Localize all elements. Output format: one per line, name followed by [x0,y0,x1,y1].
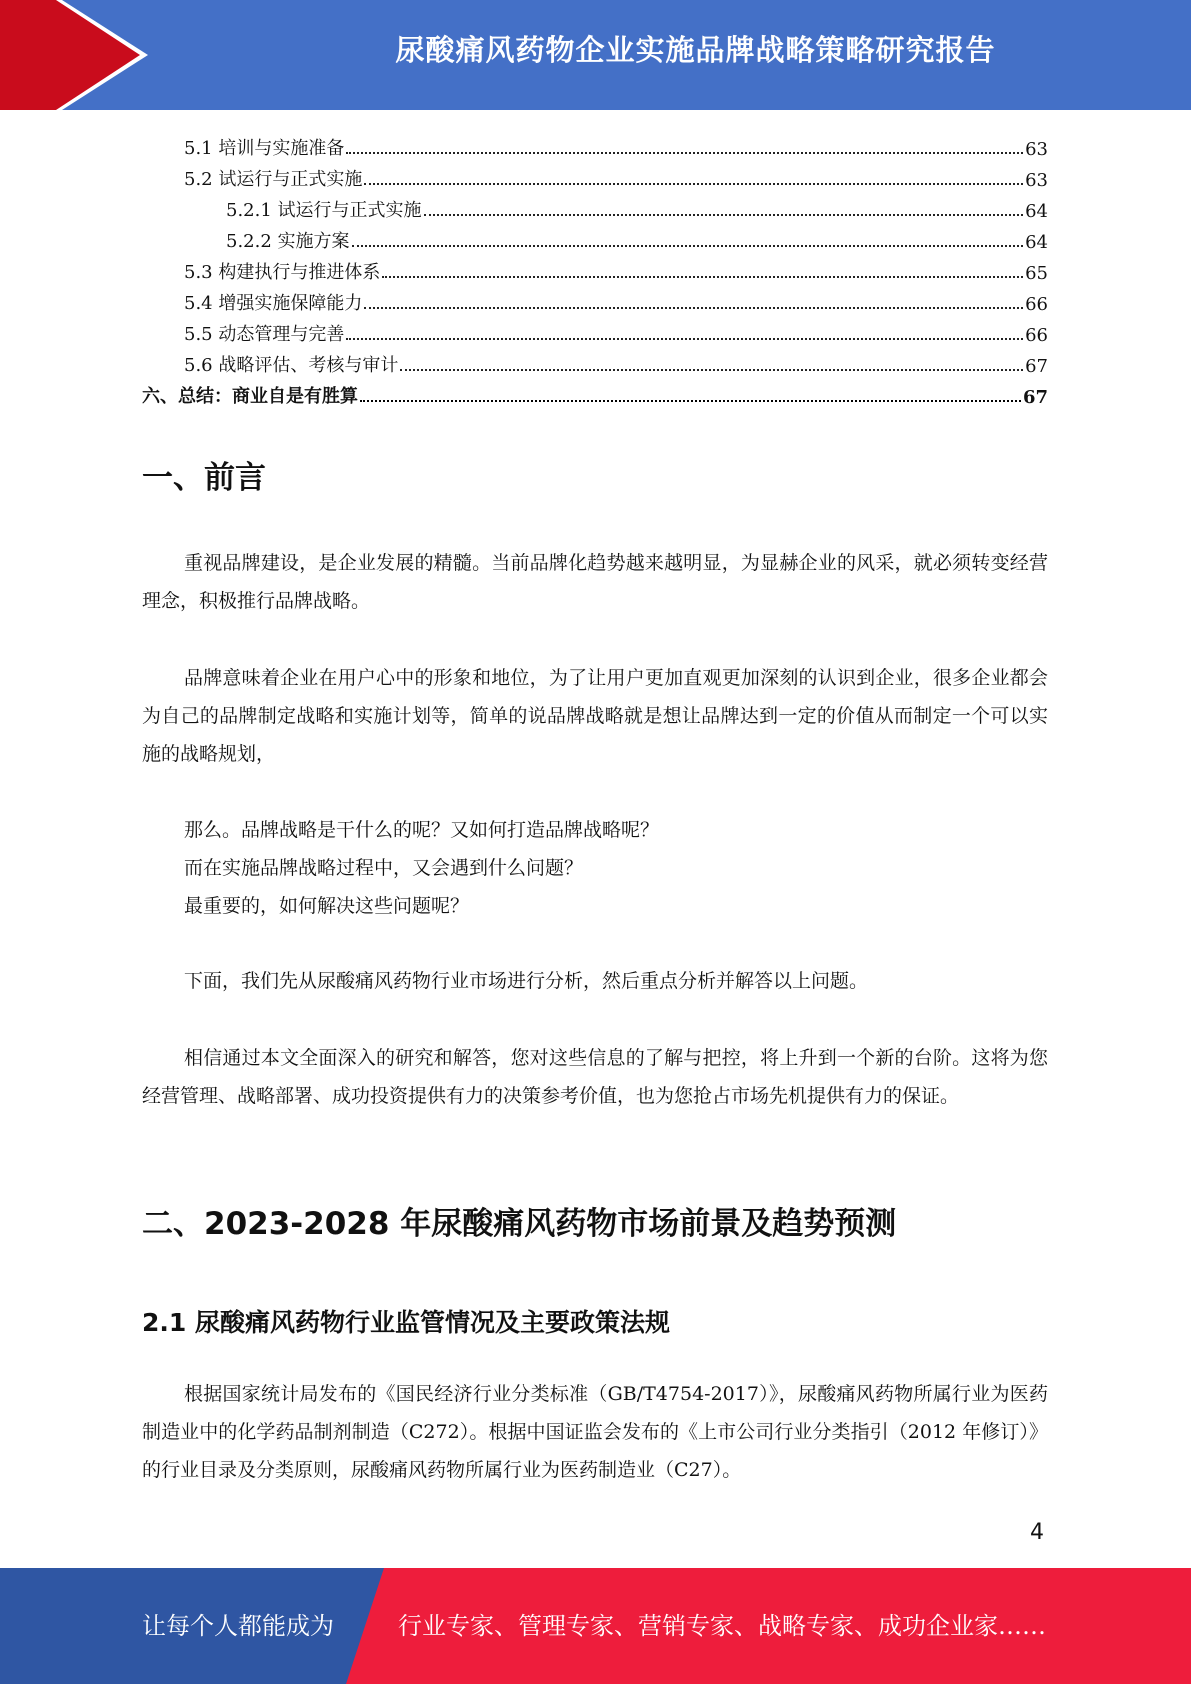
toc-entry-page: 63 [1025,139,1048,160]
toc-entry-label: 5.4 增强实施保障能力 [184,293,363,314]
toc-leader [352,245,1024,247]
toc-entry-label: 5.2.2 实施方案 [226,231,350,252]
section-heading-preface: 一、前言 [142,460,266,496]
paragraph: 相信通过本文全面深入的研究和解答，您对这些信息的了解与把控，将上升到一个新的台阶。这将为您经营管理、战略部署、成功投资提供有力的决策参考价值，也为您抢占市场先机提供有力的保证。 [142,1047,1048,1107]
toc-leader [364,307,1023,309]
toc-entry-page: 66 [1025,294,1048,315]
toc-entry-label: 5.5 动态管理与完善 [184,324,345,345]
toc-entry-page: 64 [1025,201,1048,222]
toc-entry[interactable] [142,284,1048,315]
toc-entry-label: 5.2 试运行与正式实施 [184,169,363,190]
toc-entry[interactable] [142,253,1048,284]
toc-leader [424,214,1024,216]
toc-entry-label: 5.3 构建执行与推进体系 [184,262,381,283]
toc-entry-page: 64 [1025,232,1048,253]
toc-entry-label: 5.6 战略评估、考核与审计 [184,355,399,376]
toc-entry-page: 67 [1025,356,1048,377]
toc-leader [382,276,1023,278]
toc-leader [364,183,1023,185]
toc-entry[interactable] [142,129,1048,160]
toc-entry-page: 63 [1025,170,1048,191]
toc-entry[interactable] [142,346,1048,377]
paragraph: 下面，我们先从尿酸痛风药物行业市场进行分析，然后重点分析并解答以上问题。 [184,970,869,992]
section-heading-forecast: 二、2023-2028 年尿酸痛风药物市场前景及趋势预测 [142,1206,897,1242]
toc-leader [400,369,1023,371]
toc-entry[interactable] [142,191,1048,222]
table-of-contents [142,129,1048,408]
subsection-heading: 2.1 尿酸痛风药物行业监管情况及主要政策法规 [142,1308,670,1337]
toc-entry[interactable] [142,377,1048,408]
toc-entry-page: 66 [1025,325,1048,346]
toc-entry-label: 5.2.1 试运行与正式实施 [226,200,422,221]
footer-slogan-right: 行业专家、管理专家、营销专家、战略专家、成功企业家…… [398,1612,1046,1640]
toc-entry-page: 65 [1025,263,1048,284]
paragraph: 品牌意味着企业在用户心中的形象和地位，为了让用户更加直观更加深刻的认识到企业，很多企业都会为自己的品牌制定战略和实施计划等，简单的说品牌战略就是想让品牌达到一定的价值从而制定一个可以实施的战略规划， [142,667,1048,765]
question-line: 最重要的，如何解决这些问题呢？ [184,895,470,917]
toc-entry-label: 六、总结：商业自是有胜算 [142,386,358,407]
toc-entry-label: 5.1 培训与实施准备 [184,138,345,159]
question-line: 那么。品牌战略是干什么的呢？又如何打造品牌战略呢？ [184,819,660,841]
toc-entry[interactable] [142,160,1048,191]
paragraph: 重视品牌建设，是企业发展的精髓。当前品牌化趋势越来越明显，为显赫企业的风采，就必须转变经营理念，积极推行品牌战略。 [142,552,1048,612]
toc-entry[interactable] [142,315,1048,346]
toc-leader [346,152,1023,154]
page-footer [0,1568,1191,1684]
footer-slogan-left: 让每个人都能成为 [142,1612,334,1640]
page-header [0,0,1191,110]
toc-leader [346,338,1023,340]
toc-entry-page: 67 [1022,387,1048,408]
page-number: 4 [1030,1520,1044,1545]
question-line: 而在实施品牌战略过程中，又会遇到什么问题？ [184,857,584,879]
toc-entry[interactable] [142,222,1048,253]
report-title: 尿酸痛风药物企业实施品牌战略策略研究报告 [395,33,996,67]
toc-leader [360,400,1021,402]
paragraph: 根据国家统计局发布的《国民经济行业分类标准（GB/T4754-2017）》，尿酸痛风药物所属行业为医药制造业中的化学药品制剂制造（C272）。根据中国证监会发布的《上市公司行业分类指引（2012 年修订）》的行业目录及分类原则，尿酸痛风药物所属行业为医药制造业（C27）。 [142,1383,1048,1481]
header-chevron-icon [0,0,160,110]
